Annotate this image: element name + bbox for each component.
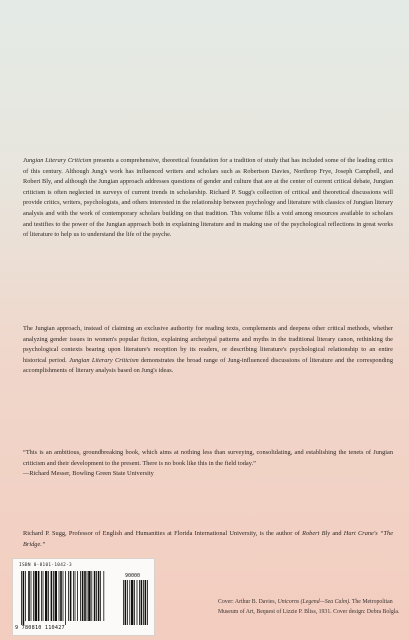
addon-bar <box>137 580 138 625</box>
barcode-bar <box>43 571 44 621</box>
description-text: demonstrates the broad range of Jung-influenced discussions of literature and the corresponding accomplishments of literary analysis based on Jung's ideas. <box>23 356 393 375</box>
description-text: The Jungian approach, instead of claiming an exclusive authority for reading texts, complements and deepens other critical methods, whether analyzing gender issues in women's popular fiction, explaining archetypal patterns and myths in the traditional literary canon, rethinking the psychological contexts bearing upon literature's reception by its readers, or describing literature's psychological relationship to an entire historical period. <box>23 325 393 364</box>
barcode-bar <box>48 571 49 621</box>
barcode-bar <box>87 571 88 621</box>
barcode-bar <box>84 571 86 621</box>
barcode-bar <box>70 571 72 621</box>
barcode-bar <box>73 571 74 621</box>
barcode-bar <box>33 571 34 621</box>
barcode-bar <box>98 571 100 621</box>
barcode-bar <box>63 571 64 621</box>
addon-bar <box>139 580 140 625</box>
review-quote <box>23 448 393 480</box>
description-paragraph-2 <box>23 324 393 377</box>
credit-text: Cover: Arthur B. Davies, <box>218 599 278 605</box>
book-title: Robert Bly <box>302 530 331 537</box>
barcode-bar <box>80 571 81 621</box>
barcode-bar <box>55 571 57 621</box>
barcode-bar <box>91 571 92 621</box>
cover-credit <box>218 598 404 618</box>
addon-bar <box>143 580 144 625</box>
artwork-title: Unicorns (Legend—Sea Calm). <box>277 599 351 605</box>
addon-bar <box>141 580 143 625</box>
quote-attribution: —Richard Messer, Bowling Green State University <box>23 470 154 478</box>
description-text: presents a comprehensive, theoretical foundation for a tradition of study that has included some of the leading critics of this century. Although Jung's work has influenced writers and scholars such as Robertson Davies, Northrop Frye, Joseph Campbell, and Robert Bly, and although the Jungian approach addresses questions of gender and culture that are at the center of current critical debate, Jungian criticism is often neglected in surveys of current trends in scholarship. Richard P. Sugg's collection of critical and theoretical discussions will provide critics, writers, psychologists, and others interested in the relationship between psychology and literature with classics of Jungian literary analysis and with the work of contemporary scholars building on that tradition. This volume fills a void among resources available to scholars and testifies to the power of the Jungian approach both in explaining literature and in making use of the psychological reflections in great works of literature to help us to understand the life of the psyche. <box>23 157 393 239</box>
author-bio <box>23 529 393 550</box>
description-paragraph-1 <box>23 156 393 241</box>
barcode-bar <box>21 571 22 625</box>
book-title: Jungian Literary Criticism <box>23 157 92 164</box>
addon-bar <box>123 580 124 625</box>
barcode-bar <box>65 571 66 625</box>
barcode-bar <box>45 571 47 621</box>
bio-text: and <box>330 530 344 537</box>
barcode-bar <box>94 571 96 621</box>
addon-bar <box>131 580 133 625</box>
bio-text: Richard P. Sugg, Professor of English and Humanities at Florida International University, is the author of <box>23 530 303 537</box>
barcode-bar <box>31 571 32 621</box>
barcode-bar <box>75 571 76 621</box>
addon-bar <box>134 580 135 625</box>
barcode-bar <box>38 571 40 621</box>
barcode-bar <box>100 571 101 621</box>
barcode-graphic <box>19 571 150 625</box>
barcode-label <box>12 558 155 636</box>
barcode-bar <box>77 571 78 621</box>
barcode-bar <box>51 571 53 621</box>
barcode-bar <box>28 571 30 621</box>
barcode-bar <box>23 571 25 625</box>
barcode-bar <box>88 571 90 621</box>
quote-text: “This is an ambitious, groundbreaking book, which aims at nothing less than surveying, consolidating, and establishing the tenets of Jungian criticism and their development to the present. There is no book like this in the field today.” <box>23 449 393 467</box>
addon-bar <box>127 580 128 625</box>
addon-bar <box>145 580 147 625</box>
isbn-text: ISBN 0-8101-1042-3 <box>19 563 72 568</box>
barcode-bar <box>60 571 62 621</box>
addon-bar <box>125 580 127 625</box>
addon-bar <box>129 580 130 625</box>
barcode-bar <box>41 571 42 621</box>
addon-bar <box>147 580 148 625</box>
barcode-bar <box>35 571 37 621</box>
barcode-bar <box>96 571 97 621</box>
barcode-bar <box>53 571 54 621</box>
barcode-bar <box>25 571 26 621</box>
barcode-bar <box>103 571 104 621</box>
book-title: Jungian Literary Criticism <box>69 356 139 364</box>
barcode-bar <box>82 571 84 621</box>
book-title: Hart Crane's “The Bridge.” <box>23 530 394 548</box>
back-cover <box>10 6 406 636</box>
credit-text: The Metropolitan Museum of Art, Bequest of Lizzie P. Bliss, 1931. Cover design: Debra Bolgla. <box>218 599 400 615</box>
ean-digits: 9 780810 110427 <box>15 625 65 631</box>
barcode-bar <box>59 571 60 621</box>
price-code: 90000 <box>125 573 141 579</box>
barcode-bar <box>68 571 69 621</box>
